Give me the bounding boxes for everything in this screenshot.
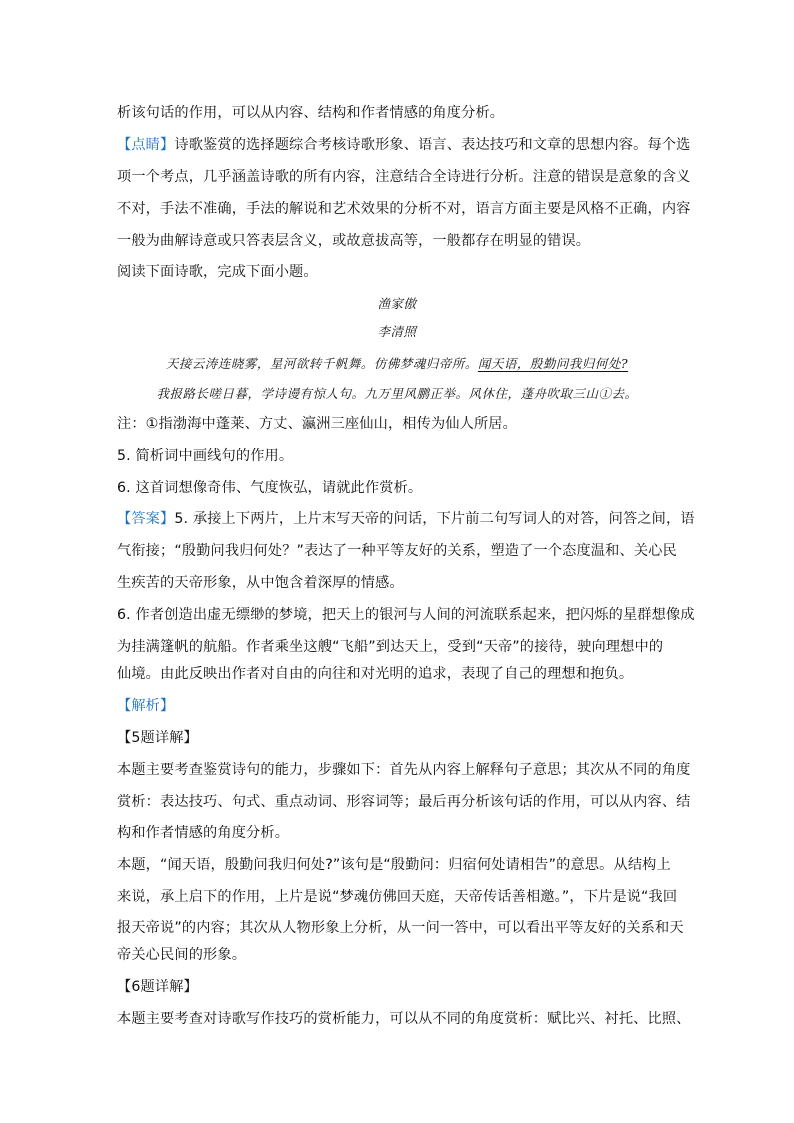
poem-line-1-part: 天接云涛连晓雾，星河欲转千帆舞。仿佛梦魂归帝所。: [165, 356, 478, 371]
text-line: 为挂满篷帆的航船。作者乘坐这艘“飞船”到达天上，受到“天帝”的接待，驶向理想中的: [117, 639, 664, 655]
text-line: 报天帝说”的内容；其次从人物形象上分析，从一问一答中，可以看出平等友好的关系和天: [117, 920, 684, 936]
text-line: 5. 承接上下两片，上片末写天帝的问话，下片前二句写词人的对答，问答之间，语: [174, 511, 695, 527]
text-line: 6. 作者创造出虚无缥缈的梦境，把天上的银河与人间的河流联系起来，把闪烁的星群想像成: [117, 607, 695, 623]
text-line: 本题主要考查对诗歌写作技巧的赏析能力，可以从不同的角度赏析：赋比兴、衬托、比照、: [117, 1011, 691, 1027]
text-line: 本题，“闻天语，殷勤问我归何处?”该句是“殷勤问：归宿何处请相告”的意思。从结构上: [117, 857, 671, 873]
underlined-verse: 闻天语，殷勤问我归何处?: [477, 356, 629, 371]
text-line: 生疾苦的天帝形象，从中饱含着深厚的情感。: [117, 575, 404, 591]
instruction-line: 阅读下面诗歌，完成下面小题。: [117, 264, 318, 280]
question-6: 6. 这首词想像奇伟、气度恢弘，请就此作赏析。: [117, 480, 423, 496]
dianjing-paragraph: [117, 135, 691, 155]
text-line: 构和作者情感的角度分析。: [117, 825, 290, 841]
text-line: 来说，承上启下的作用，上片是说“梦魂仿佛回天庭，天帝传话善相邀。”，下片是说“我回: [117, 889, 678, 905]
answer-tag: 【答案】: [117, 511, 175, 527]
note-line: 注：①指渤海中蓬莱、方丈、瀛洲三座仙山，相传为仙人所居。: [117, 416, 517, 432]
poem-line-2: 我报路长嗟日暮，学诗谩有惊人句。九万里风鹏正举。风休住，蓬舟吹取三山①去。: [156, 386, 638, 401]
q6-heading: 【6题详解】: [117, 979, 198, 995]
poem-author: 李清照: [377, 324, 417, 339]
text-line: 赏析：表达技巧、句式、重点动词、形容词等；最后再分析该句话的作用，可以从内容、结: [117, 794, 691, 810]
dianjing-tag: 【点睛】: [117, 137, 175, 153]
text-line: 一般为曲解诗意或只答表层含义，或故意拔高等，一般都存在明显的错误。: [117, 233, 591, 249]
poem-line-1: [0, 355, 794, 373]
question-5: 5. 简析词中画线句的作用。: [117, 448, 294, 464]
text-line: 本题主要考查鉴赏诗句的能力，步骤如下：首先从内容上解释句子意思；其次从不同的角度: [117, 762, 691, 778]
text-line: 项一个考点，几乎涵盖诗歌的所有内容，注意结合全诗进行分析。注意的错误是意象的含义: [117, 169, 691, 185]
text-line: 仙境。由此反映出作者对自由的向往和对光明的追求，表现了自己的理想和抱负。: [117, 666, 634, 682]
text-line: 诗歌鉴赏的选择题综合考核诗歌形象、语言、表达技巧和文章的思想内容。每个选: [174, 137, 691, 153]
analysis-tag: 【解析】: [117, 698, 175, 714]
q5-heading: 【5题详解】: [117, 730, 198, 746]
poem-title: 渔家傲: [377, 296, 417, 311]
text-line: 帝关心民间的形象。: [117, 947, 247, 963]
text-line: 气衔接；“殷勤问我归何处？”表达了一种平等友好的关系，塑造了一个态度温和、关心民: [117, 543, 677, 559]
text-line: 不对，手法不准确，手法的解说和艺术效果的分析不对，语言方面主要是风格不正确，内容: [117, 201, 691, 217]
text-line: 析该句话的作用，可以从内容、结构和作者情感的角度分析。: [117, 105, 505, 121]
answer-line: [117, 509, 695, 529]
